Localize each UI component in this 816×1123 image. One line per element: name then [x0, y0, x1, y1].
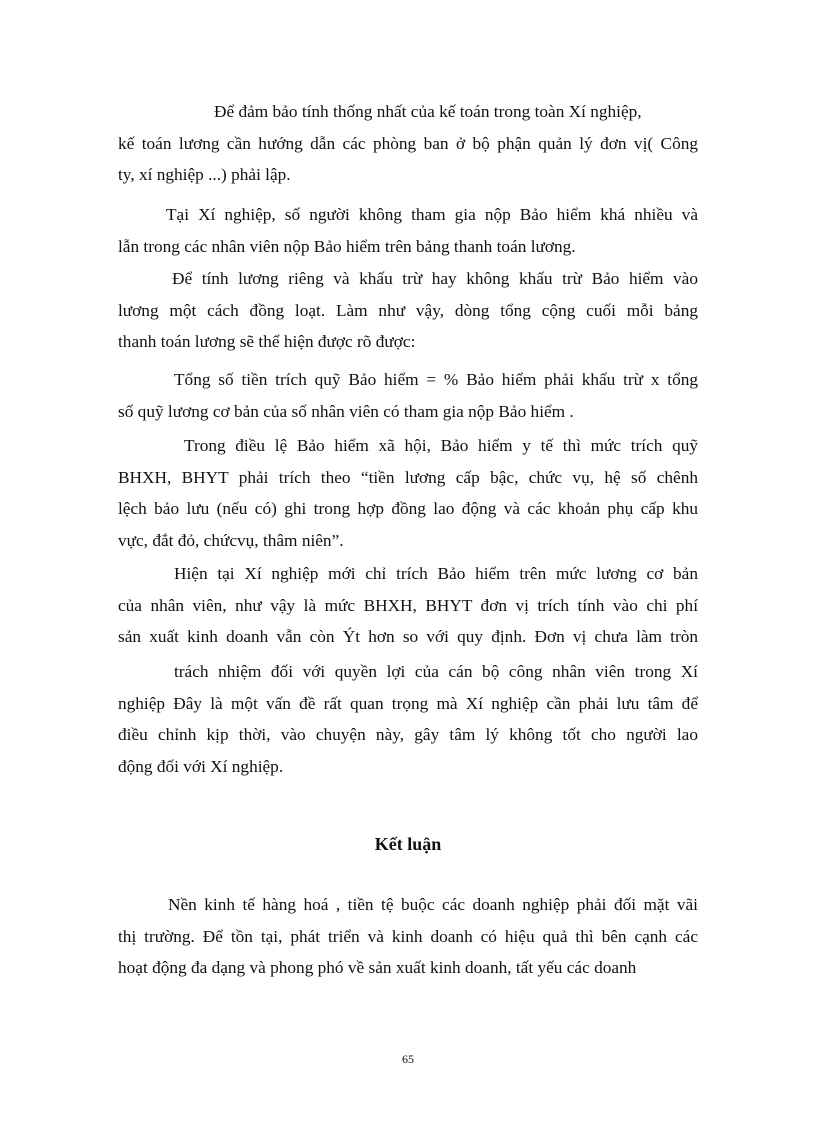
- text-line: Để tính lương riêng và khấu trừ hay không khấu trừ Bảo hiểm vào: [172, 269, 698, 288]
- paragraph-consistency: [118, 96, 698, 191]
- conclusion-heading: Kết luận: [374, 834, 442, 854]
- text-line: Hiện tại Xí nghiệp mới chỉ trích Bảo hiểm trên mức lương cơ bản: [174, 564, 698, 583]
- text-line: số quỹ lương cơ bản của số nhân viên có tham gia nộp Bảo hiểm .: [118, 401, 574, 421]
- text-line: điều chỉnh kịp thời, vào chuyện này, gây tâm lý không tốt cho người lao: [118, 725, 698, 744]
- text-line: Nền kinh tế hàng hoá , tiền tệ buộc các doanh nghiệp phải đối mặt vãi: [168, 895, 698, 914]
- text-line: Để đảm bảo tính thống nhất của kế toán trong toàn Xí nghiệp,: [214, 102, 642, 121]
- paragraph-non-participants: [118, 199, 698, 262]
- paragraph-salary-calculation: [118, 263, 698, 358]
- text-line: thanh toán lương sẽ thể hiện được rõ được:: [118, 332, 416, 351]
- text-line: vực, đắt đỏ, chứcvụ, thâm niên”.: [118, 530, 344, 550]
- paragraph-insurance-formula: [118, 364, 698, 427]
- text-line: kế toán lương cần hướng dẫn các phòng ban ở bộ phận quản lý đơn vị( Công: [118, 133, 698, 153]
- page-number: 65: [402, 1052, 414, 1066]
- text-line: nghiệp Đây là một vấn đề rất quan trọng mà Xí nghiệp cần phải lưu tâm để: [118, 693, 698, 713]
- text-line: sản xuất kinh doanh vẫn còn Ýt hơn so với quy định. Đơn vị chưa làm tròn: [118, 627, 698, 646]
- text-line: Tổng số tiền trích quỹ Bảo hiểm = % Bảo hiểm phải khấu trừ x tổng: [174, 370, 698, 389]
- paragraph-current-state: [118, 558, 698, 653]
- text-line: trách nhiệm đối với quyền lợi của cán bộ công nhân viên trong Xí: [174, 662, 698, 681]
- paragraph-responsibility: [118, 656, 698, 782]
- paragraph-conclusion: [118, 889, 698, 984]
- text-line: của nhân viên, như vậy là mức BHXH, BHYT đơn vị trích tính vào chi phí: [118, 595, 698, 615]
- text-line: lệch bảo lưu (nếu có) ghi trong hợp đồng lao động và các khoản phụ cấp khu: [118, 499, 698, 518]
- text-line: hoạt động đa dạng và phong phó về sản xuất kinh doanh, tất yếu các doanh: [118, 958, 637, 977]
- text-line: Trong điều lệ Bảo hiểm xã hội, Bảo hiểm y tế thì mức trích quỹ: [184, 436, 698, 455]
- text-line: Tại Xí nghiệp, số người không tham gia nộp Bảo hiểm khá nhiều và: [166, 205, 698, 224]
- text-line: động đối với Xí nghiệp.: [118, 756, 284, 776]
- text-line: thị trường. Để tồn tại, phát triển và kinh doanh có hiệu quả thì bên cạnh các: [118, 926, 698, 946]
- text-line: lương một cách đồng loạt. Làm như vậy, dòng tổng cộng cuối mỗi bảng: [118, 300, 698, 320]
- text-line: lẫn trong các nhân viên nộp Bảo hiểm trên bảng thanh toán lương.: [118, 236, 576, 256]
- paragraph-social-insurance-rules: [118, 430, 698, 556]
- text-line: BHXH, BHYT phải trích theo “tiền lương cấp bậc, chức vụ, hệ số chênh: [118, 467, 698, 487]
- text-line: ty, xí nghiệp ...) phải lập.: [118, 165, 291, 184]
